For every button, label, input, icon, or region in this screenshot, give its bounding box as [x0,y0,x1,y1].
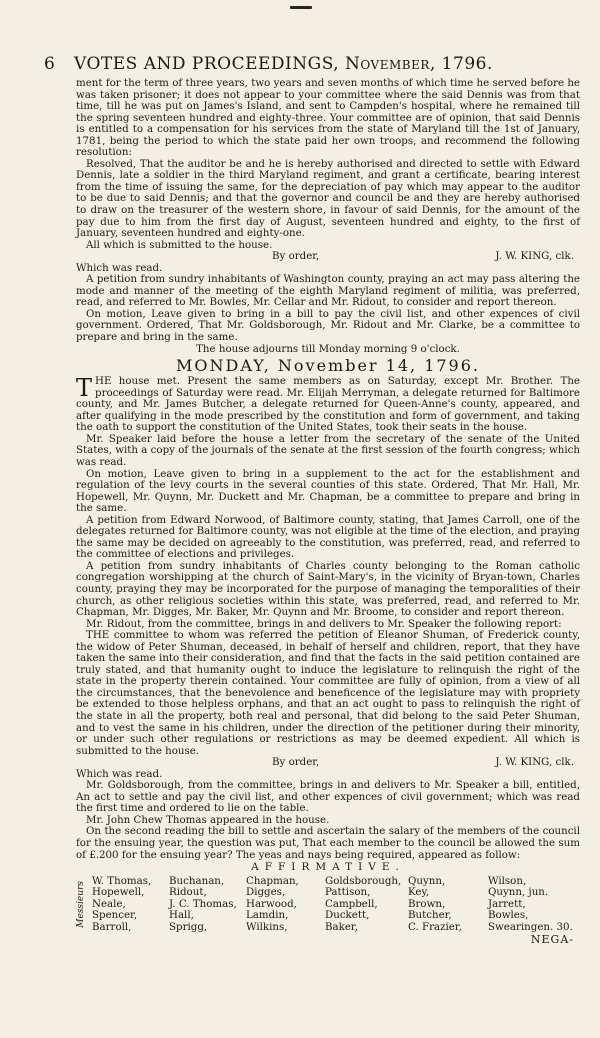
voter-name: Campbell, [325,897,378,910]
voter-name: Quynn, [408,874,446,887]
voter-name: Spencer, [92,909,138,922]
paragraph: A petition from sundry inhabitants of Charles county belonging to the Roman catholic congregation worshipping at the church of Saint-Mary's, in the vicinity of Bryan-town, Charles county, praying they may be incorporated for the purpose of managing the temporalities of their church, as other religious societies within this state, was preferred, read, and referred to Mr. Chapman, Mr. Digges, Mr. Baker, Mr. Quynn and Mr. Broome, to consider and report thereon. [76,559,580,619]
paragraph: On motion, Leave given to bring in a supplement to the act for the establishment and regulation of the levy courts in the several counties of this state. Ordered, That Mr. Hall, Mr. Hopewell, Mr. Quynn, Mr. Duckett and Mr. Chapman, be a committee to prepare and bring in the same. [76,467,580,515]
page-header [44,54,564,76]
signature-by-order: By order, [272,756,320,769]
vote-column [488,876,574,934]
affirmative-heading: AFFIRMATIVE. [251,861,405,874]
paragraph: Which was read. [76,261,163,274]
paragraph: Mr. Ridout, from the committee, brings in and delivers to Mr. Speaker the following report: [86,617,562,630]
voter-name: Bowles, [488,909,529,922]
paragraph: On motion, Leave given to bring in a bill to pay the civil list, and other expences of civil government. Ordered, That Mr. Goldsborough, Mr. Ridout and Mr. Clarke, be a committee to prepare and bring in the same. [76,307,580,344]
drop-cap: T [76,374,93,403]
resolution-paragraph: Resolved, That the auditor be and he is hereby authorised and directed to settle with Edward Dennis, late a soldier in the third Maryland regiment, and grant a certificate, bearing interest from the time of issuing the same, for the depreciation of pay which may appear to the auditor to be due to said Dennis; and that the governor and council be and they are hereby authorised to draw on the treasurer of the western shore, in favour of said Dennis, for the amount of the pay due to him from the first day of August, seventeen hundred and eighty, to the first of January, seventeen hundred and eighty-one. [76,157,580,240]
paragraph: On the second reading the bill to settle and ascertain the salary of the members of the council for the ensuing year, the question was put, That each member to the council be allowed the sum of £.200 for the ensuing year? The yeas and nays being required, appeared as follow: [76,825,580,861]
voter-name: Neale, [92,897,126,910]
voter-name: Brown, [408,897,446,910]
day-heading: MONDAY, November 14, 1796. [176,356,480,376]
voter-name: Harwood, [246,897,297,910]
signature-clerk: J. W. KING, clk. [495,250,574,263]
paragraph: A petition from sundry inhabitants of Washington county, praying an act may pass altering the mode and manner of the meeting of the eighth Maryland regiment of militia, was preferred, read, and referred to Mr. Bowles, Mr. Cellar and Mr. Ridout, to consider and report thereon. [76,273,580,309]
paragraph: All which is submitted to the house. [86,238,273,251]
catchword: NEGA- [530,933,574,947]
voter-name: C. Frazier, [408,920,462,933]
vote-column [408,876,488,934]
voter-name: Buchanan, [169,874,225,887]
vote-column [169,876,246,934]
vote-list [76,876,580,934]
signature-clerk: J. W. KING, clk. [495,756,574,769]
voter-name: Baker, [325,920,358,933]
voter-name: Quynn, jun. [488,886,549,899]
vote-column [92,876,169,934]
voter-name: Swearingen. 30. [488,920,573,933]
body-text [76,78,580,946]
paragraph: ment for the term of three years, two years and seven months of which time he served before he was taken prisoner; it does not appear to your committee where the said Dennis was from that time, till he was put on James's Island, and sent to Campden's hospital, where he remained till the spring seventeen hundred and eighty-three. Your committee are of opinion, that said Dennis is entitled to a compensation for his services from the state of Maryland till the 1st of January, 1781, being the period to which the state paid her own troops, and recommend the following resolution: [76,77,580,159]
committee-report: THE committee to whom was referred the petition of Eleanor Shuman, of Frederick county, the widow of Peter Shuman, deceased, in behalf of herself and children, report, that they have taken the same into their consideration, and find that the facts in the said petition contained are truly stated, and that humanity ought to induce the legislature to relinquish the right of the state in the property therein contained. Your committee are fully of opinion, from a view of all the circumstances, that the benevolence and beneficence of the legislature may with propriety be extended to those helpless orphans, and that an act ought to pass to relinquish the right of the state in all the property, both real and personal, that did belong to the said Peter Shuman, and to vest the same in his children, under the direction of the petitioner during their minority, or under such other regulations or restrictions as may be deemed expedient. All which is submitted to the house. [76,629,580,757]
voter-name: Digges, [246,886,286,899]
paragraph: Mr. John Chew Thomas appeared in the house. [86,813,330,826]
signature-by-order: By order, [272,250,320,263]
voter-name: Wilson, [488,874,527,887]
paragraph: A petition from Edward Norwood, of Baltimore county, stating, that James Carroll, one of the delegates returned for Baltimore county, was not eligible at the time of the election, and praying the same may be decided on agreeably to the constitution, was preferred, read, and referred to the committee of elections and privileges. [76,513,580,561]
voter-name: W. Thomas, [92,874,152,887]
voter-name: Hall, [169,909,194,922]
voter-name: Hopewell, [92,886,145,899]
signature-block [76,757,580,769]
voter-name: Duckett, [325,909,370,922]
paragraph-text: HE house met. Present the same members as on Saturday, except Mr. Brother. The proceedings of Saturday were read. Mr. Elijah Merryman, a delegate returned for Baltimore county, and Mr. James Butcher, a delegate returned for Queen-Anne's county, appeared, and after qualifying in the mode prescribed by the constitution and form of government, and taking the oath to support the constitution of the United States, took their seats in the house. [76,375,580,434]
voter-name: Wilkins, [246,920,288,933]
voter-name: Key, [408,886,430,899]
voter-name: Pattison, [325,886,371,899]
voter-name: Jarrett, [488,897,526,910]
adjournment-line: The house adjourns till Monday morning 9 o'clock. [196,342,460,355]
page-number: 6 [44,54,56,74]
paragraph: Which was read. [76,767,163,780]
vote-column [325,876,408,934]
voter-name: J. C. Thomas, [169,897,237,910]
voter-name: Ridout, [169,886,207,899]
paragraph: Mr. Goldsborough, from the committee, brings in and delivers to Mr. Speaker a bill, entitled, An act to settle and pay the civil list, and other expences of civil government; which was read the first time and ordered to lie on the table. [76,779,580,815]
paragraph: Mr. Speaker laid before the house a letter from the secretary of the senate of the United States, with a copy of the journals of the senate at the first session of the fourth congress; which was read. [76,432,580,468]
voter-name: Lamdin, [246,909,289,922]
voter-name: Butcher, [408,909,452,922]
paragraph-dropcap [76,376,580,434]
voter-name: Goldsborough, [325,874,402,887]
vote-column [246,876,325,934]
voter-name: Sprigg, [169,920,208,933]
running-title: VOTES AND PROCEEDINGS, November, 1796. [74,54,493,74]
voter-name: Chapman, [246,874,299,887]
messieurs-label: Messieurs [76,881,86,928]
voter-name: Barroll, [92,920,132,933]
